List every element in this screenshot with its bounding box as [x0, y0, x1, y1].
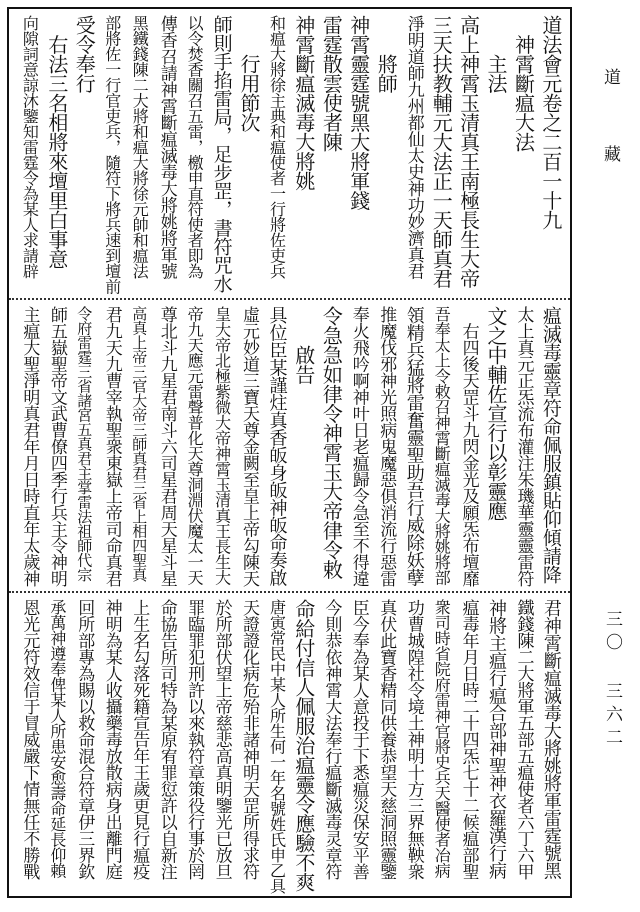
text-column: 臣今奉為某人意投于下悉瘟災保安平善	[348, 599, 369, 880]
page-number: 三〇 三六二	[602, 610, 622, 751]
text-panel-bottom	[9, 593, 570, 896]
text-column: 皇大帝北極紫微大帝神霄玉清真王長生大	[212, 306, 232, 585]
text-column: 領精兵猛將雷奮靈聖助吾行威除妖孽	[403, 306, 425, 586]
text-column: 神霄斷瘟滅毒大將姚	[291, 15, 316, 191]
text-column: 和瘟大將徐主典和瘟使者一行將佐吏兵	[267, 15, 287, 279]
book-title: 道 藏	[600, 68, 620, 182]
text-column: 天證證化病危殆非諸神明天罡所得求符	[238, 599, 259, 880]
text-column: 黑鐵錢陳二大將和瘟大將徐元帥和瘟法	[130, 15, 150, 279]
text-column: 瘟毒年月日時二十四炁七十二候瘟部聖	[458, 599, 479, 880]
text-column: 將師	[374, 15, 399, 93]
text-column: 三天扶教輔元大法正一天師真君	[429, 15, 454, 288]
text-column: 推魔伐邪神光照病鬼魔惡俱消流行惡雷	[376, 306, 397, 587]
text-column: 罪臨罪犯刑許以來執符章策役行事於罔	[184, 599, 205, 880]
text-column: 右法三名相將來壇里白事意	[44, 15, 69, 269]
text-column: 師五嶽聖帝文武曹僚四季行兵主令神明	[46, 306, 67, 587]
text-column: 於所部伏望上帝慈悲高真明鑒光已放旦	[211, 599, 232, 880]
text-column: 上生名勾落死籍宣告年王歲更見行瘟疫	[129, 599, 150, 880]
text-column: 右四後天罡斗九閃金光及願炁布壇靡	[458, 306, 479, 587]
text-column: 神霄斷瘟大法	[511, 15, 536, 152]
text-column: 啟告	[291, 306, 316, 384]
text-column: 受令奉行	[72, 15, 97, 93]
text-column: 奉火飛吟啊神叶日老瘟歸令急至不得違	[348, 306, 369, 587]
text-column: 傳香召請神霄斷瘟滅毒大將姚將軍號	[156, 15, 177, 279]
text-column: 具位臣某謹炷真香皈身皈神皈命奏啟	[266, 306, 288, 586]
text-column: 吾奉太上令敕召神霄斷瘟滅毒大將姚將部	[432, 306, 452, 585]
text-column: 高真上帝三官大帝三師真君三省上相四聖真	[130, 306, 149, 582]
text-column: 主法	[483, 15, 508, 93]
text-column: 高上神霄玉清真王南極長生大帝	[456, 15, 481, 288]
text-column: 功曹城隍社令境土神明十方三界無鞅衆	[403, 599, 424, 880]
text-column: 文之中輔佐宣行以彰靈應	[483, 306, 508, 521]
text-column: 回所部專為賜以救命混合符章伊三界欽	[74, 599, 95, 880]
text-panel-middle	[9, 300, 570, 589]
text-column: 令急急如律令神霄玉大帝律令敕	[319, 306, 344, 579]
text-column: 衆司時省院府雷神官將史兵天醫使者冶病	[432, 599, 452, 878]
text-column: 神將主瘟行瘟合部神聖神衣羅漢行病	[485, 599, 507, 879]
text-column: 命協告所司特為某原宥罪愆許以自新注	[156, 599, 177, 880]
text-panel-top	[9, 9, 570, 296]
text-column: 師則手掐雷局，足步罡，書符咒水	[210, 15, 233, 293]
text-column: 向隙詞意諒沐鑒知雷霆令為某人求請辟	[20, 15, 40, 279]
text-column: 命給付信人佩服治瘟靈令應驗不爽	[291, 599, 316, 892]
text-column: 君九天九曹宰執聖衆東嶽上帝司命真君	[101, 306, 122, 587]
text-column: 行用節次	[236, 15, 261, 132]
text-column: 鐵錢陳二大將軍五部五瘟使者六丁六甲	[513, 599, 534, 880]
text-column: 瘟滅毒靈章符命佩服鎮貼仰傾請降	[539, 306, 562, 584]
text-column: 神霄靈霆號黑大將軍錢	[346, 15, 371, 210]
text-column: 君神霄斷瘟滅毒大將姚將軍雷霆號黑	[540, 599, 562, 879]
text-column: 太上真元正炁流布灌注朱璣華靈靈雷符	[513, 306, 534, 587]
text-column: 真伏此寶香精同供養恭望天慈洞照靈鑒	[376, 599, 397, 880]
text-column: 尊北斗九星君南斗六司星君周天星斗星	[156, 306, 177, 587]
text-column: 恩光元符效信于冒威嚴下情無任不勝戰	[19, 599, 40, 880]
text-column: 帝九天應元雷聲普化天尊洞淵伏魔太一天	[185, 306, 205, 585]
text-column: 令府雷霆三省諸宮五真君主掌雷法祖師代宗	[75, 306, 94, 582]
text-column: 主瘟大聖淨明真君年月日時直年太歲神	[19, 306, 40, 587]
text-column: 唐寅常民中某人所生何一年名號姓氏申乙具	[267, 599, 287, 894]
text-column: 道法會元卷之二百一十九	[538, 15, 563, 230]
text-column: 承萬神遵奉俾某人所患安愈壽命延長仰賴	[47, 599, 67, 878]
text-column: 淨明道師九州都仙太史神功妙濟真君	[403, 15, 424, 279]
text-column: 部將佐一行官吏兵，隨符下將兵速到壇前	[102, 15, 122, 294]
text-column: 虛元妙道三寶天尊金闕至皇上帝勾陳天	[238, 306, 259, 587]
text-column: 神明為某人收攝藥毒放散病身出離門庭	[101, 599, 122, 880]
text-column: 雷霆散雲使者陳	[319, 15, 344, 152]
text-column: 今則恭依神霄大法奉行瘟斷滅毒灵章符	[321, 599, 342, 880]
text-column: 以令焚香關召五雷，檄申直符使者即為	[185, 15, 205, 279]
